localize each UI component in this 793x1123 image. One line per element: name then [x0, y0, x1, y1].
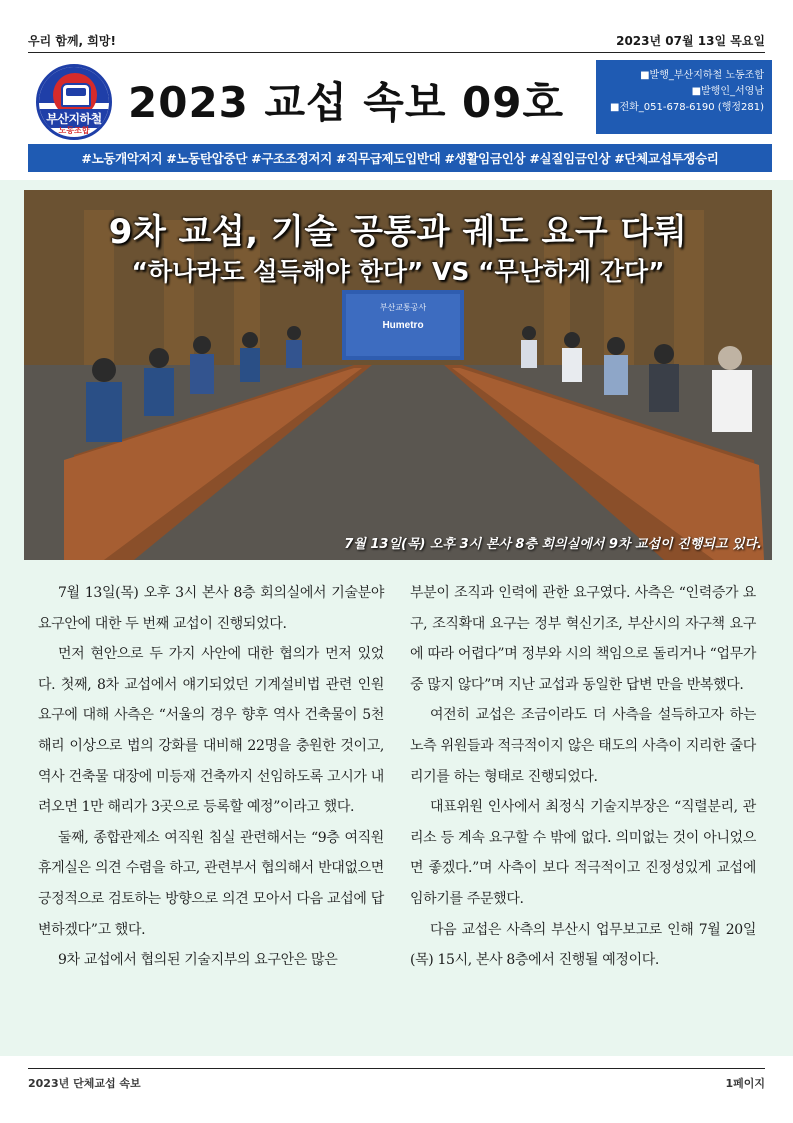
article-paragraph: 7월 13일(목) 오후 3시 본사 8층 회의실에서 기술분야 요구안에 대한 두 번째 교섭이 진행되었다.: [38, 585, 384, 632]
top-divider: [28, 52, 765, 53]
photo-caption: 7월 13일(목) 오후 3시 본사 8층 회의실에서 9차 교섭이 진행되고 있다.: [344, 537, 762, 552]
page-number: 1페이지: [725, 1077, 765, 1090]
publisher-phone: ■전화_051-678-6190 (행정281): [610, 102, 764, 113]
hashtag-banner: #노동개악저지 #노동탄압중단 #구조조정저지 #직무급제도입반대 #생활임금인상 #실질임금인상 #단체교섭투쟁승리: [28, 144, 772, 172]
article-paragraph: 둘째, 종합관제소 여직원 침실 관련해서는 “9층 여직원 휴게실은 의견 수렴을 하고, 관련부서 협의해서 반대없으면 긍정적으로 검토하는 방향으로 의견 모아서 다음 교섭에 답변하겠다”고 했다.: [38, 829, 384, 938]
union-logo: [36, 64, 112, 140]
article-paragraph: 먼저 현안으로 두 가지 사안에 대한 협의가 먼저 있었다. 첫째, 8차 교섭에서 얘기되었던 기계설비법 관련 인원 요구에 대해 사측은 “서울의 경우 향후 역사 건축물이 5천 해리 이상으로 법의 강화를 대비해 22명을 충원한 것이고, 역사 건축물 대장에 미등재 건축까지 선임하도록 고시가 내려오면 1만 해리가 3곳으로 등록할 예정”이라고 했다.: [38, 646, 384, 816]
logo-text: 부산지하철: [39, 109, 109, 128]
photo-subheadline: “하나라도 설득해야 한다” VS “무난하게 간다”: [131, 257, 665, 286]
article-paragraph: 대표위원 인사에서 최정식 기술지부장은 “직렬분리, 관리소 등 계속 요구할 수 밖에 없다. 의미없는 것이 아니었으면 좋겠다.”며 사측이 보다 적극적이고 진정성있게 교섭에 임하기를 주문했다.: [410, 799, 756, 907]
article-paragraph: 여전히 교섭은 조금이라도 더 사측을 설득하고자 하는 노측 위원들과 적극적이지 않은 태도의 사측이 지리한 줄다리기를 하는 형태로 진행되었다.: [410, 707, 756, 785]
photo-headline: 9차 교섭, 기술 공통과 궤도 요구 다뤄: [108, 212, 688, 252]
meeting-photo: [24, 190, 772, 560]
publisher-person: ■발행인_서영남: [691, 86, 764, 97]
article-paragraph-continued: 부분이 조직과 인력에 관한 요구였다. 사측은 “인력증가 요구, 조직확대 요구는 정부 혁신기조, 부산시의 자구책 요구에 따라 어렵다”며 정부와 시의 책임으로 돌리거나 “업무가중 많지 않다”며 지난 교섭과 동일한 답변 만을 반복했다.: [410, 585, 756, 693]
publisher-issuer: ■발행_부산지하철 노동조합: [640, 70, 764, 81]
issue-date: 2023년 07월 13일 목요일: [616, 34, 765, 48]
screen-label-2: Humetro: [382, 320, 424, 331]
article-left-column: [38, 578, 384, 976]
top-bar: [28, 32, 765, 49]
footer-title: 2023년 단체교섭 속보: [28, 1077, 141, 1090]
page-footer: [28, 1068, 765, 1091]
publisher-box: [596, 60, 772, 134]
logo-subtext: 노동조합: [58, 126, 90, 135]
article-right-column: [410, 578, 756, 976]
screen-label-1: 부산교통공사: [379, 303, 427, 312]
newsletter-title: 2023 교섭 속보 09호: [128, 78, 565, 127]
train-icon: [61, 83, 91, 107]
article-paragraph: 9차 교섭에서 협의된 기술지부의 요구안은 많은: [58, 952, 338, 969]
slogan: 우리 함께, 희망!: [28, 34, 116, 48]
article-paragraph: 다음 교섭은 사측의 부산시 업무보고로 인해 7월 20일(목) 15시, 본사 8층에서 진행될 예정이다.: [410, 921, 756, 969]
